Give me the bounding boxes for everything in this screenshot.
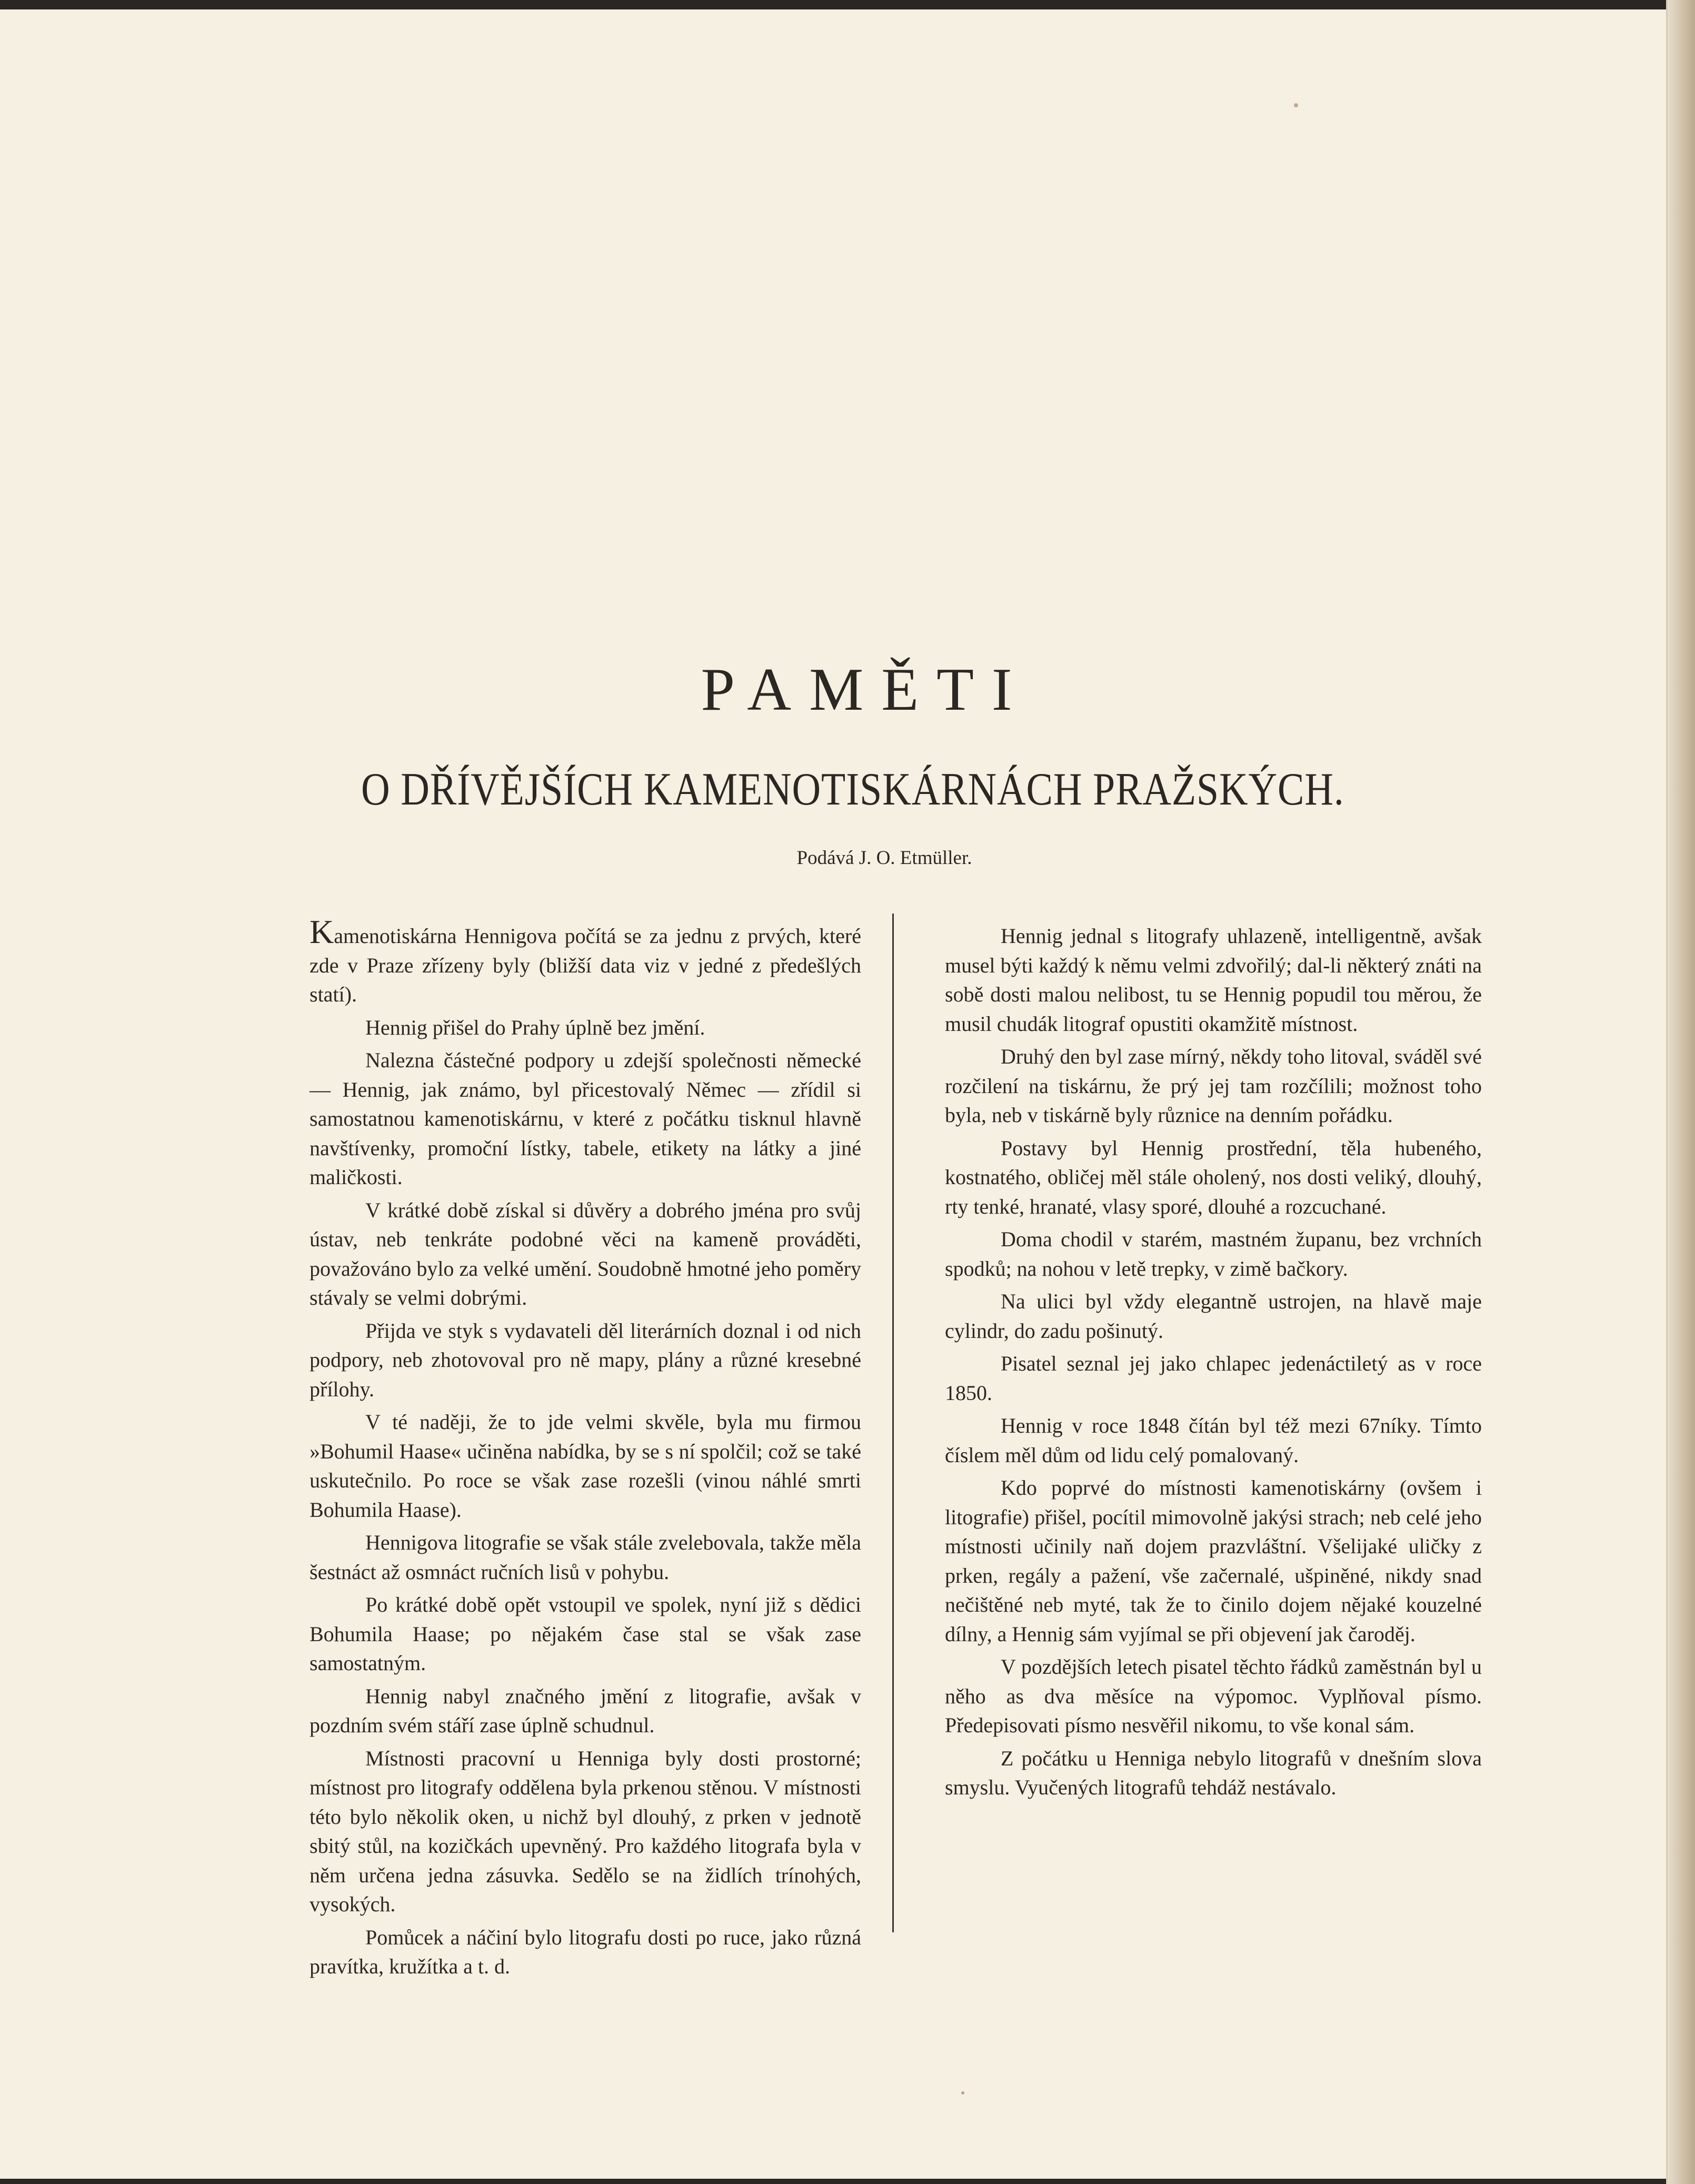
paragraph: Hennig jednal s litografy uhlazeně, intelligentně, avšak musel býti každý k němu velmi zdvořilý; dal-li některý znáti na sobě dosti malou nelibost, tu se Hennig popudil tou měrou, že musil chudák litograf opustiti okamžitě místnost. [945,924,1482,1036]
paragraph: V krátké době získal si důvěry a dobrého jména pro svůj ústav, neb tenkráte podobné věci na kameně prováděti, považováno bylo za velké umění. Soudobně hmotné jeho poměry stávaly se velmi dobrými. [310,1198,861,1309]
paragraph: Z počátku u Henniga nebylo litografů v dnešním slova smyslu. Vyučených litografů tehdáž nestávalo. [945,1746,1482,1799]
paragraph: Na ulici byl vždy elegantně ustrojen, na hlavě maje cylindr, do zadu pošinutý. [945,1289,1482,1343]
paragraph: Hennig přišel do Prahy úplně bez jmění. [365,1015,705,1039]
paragraph: Kdo poprvé do místnosti kamenotiskárny (ovšem i litografie) přišel, pocítil mimovolně jakýsi strach; neb celé jeho místnosti učinily naň dojem prazvláštní. Všelijaké uličky z prken, regály a pažení, vše začernalé, ušpiněné, nikdy snad nečištěné neb myté, tak že to činilo dojem nějaké kouzelné dílny, a Hennig sám vyjímal se při objevení jak čaroděj. [945,1476,1482,1646]
paragraph: Po krátké době opět vstoupil ve spolek, nyní již s dědici Bohumila Haase; po nějakém čase stal se však zase samostatným. [310,1593,861,1675]
paragraph: Nalezna částečné podpory u zdejší společnosti německé — Hennig, jak známo, byl přicestovalý Němec — zřídil si samostatnou kamenotiskárnu, v které z počátku tisknul hlavně navštívenky, promoční lístky, tabele, etikety na látky a jiné maličkosti. [310,1048,861,1189]
paragraph: Pomůcek a náčiní bylo litografu dosti po ruce, jako různá pravítka, kružítka a t. d. [310,1925,861,1978]
paragraph: Doma chodil v starém, mastném županu, bez vrchních spodků; na nohou v letě trepky, v zimě bačkory. [945,1227,1482,1280]
paragraph: Pisatel seznal jej jako chlapec jedenáctiletý as v roce 1850. [945,1352,1482,1405]
paper-speck [961,2091,964,2094]
scan-top-edge [0,0,1695,9]
paragraph: Hennig v roce 1848 čítán byl též mezi 67níky. Tímto číslem měl dům od lidu celý pomalovaný. [945,1414,1482,1467]
article-subtitle: O DŘÍVĚJŠÍCH KAMENOTISKÁRNÁCH PRAŽSKÝCH. [361,764,1344,815]
paper-speck [1294,103,1298,107]
paragraph: Hennig nabyl značného jmění z litografie, avšak v pozdním svém stáří zase úplně schudnul. [310,1684,861,1737]
paragraph-text: amenotiskárna Hennigova počítá se za jednu z prvých, které zde v Praze zřízeny byly (bližší data viz v jedné z předešlých statí). [310,924,861,1006]
drop-cap: K [310,913,334,950]
column-divider [892,914,894,1932]
paragraph: Přijda ve styk s vydavateli děl literárních doznal i od nich podpory, neb zhotovoval pro ně mapy, plány a různé kresebné přílohy. [310,1318,861,1401]
paragraph: V pozdějších letech pisatel těchto řádků zaměstnán byl u něho as dva měsíce na výpomoc. Vyplňoval písmo. Předepisovati písmo nesvěřil nikomu, to vše konal sám. [945,1655,1482,1737]
paragraph: V té naději, že to jde velmi skvěle, byla mu firmou »Bohumil Haase« učiněna nabídka, by se s ní spolčil; což se také uskutečnilo. Po roce se však zase rozešli (vinou náhlé smrti Bohumila Haase). [310,1410,861,1522]
article-title: PAMĚTI [701,656,1030,723]
right-column [945,921,1482,1806]
paragraph: Místnosti pracovní u Henniga byly dosti prostorné; místnost pro litografy oddělena byla prkenou stěnou. V místnosti této bylo několik oken, u nichž byl dlouhý, z prken v jednotě sbitý stůl, na kozičkách upevněný. Pro každého litografa byla v něm určena jedna zásuvka. Sedělo se na židlích trínohých, vysokých. [310,1746,861,1916]
paragraph: Druhý den byl zase mírný, někdy toho litoval, sváděl své rozčilení na tiskárnu, že prý jej tam rozčílili; možnost toho byla, neb v tiskárně byly různice na denním pořádku. [945,1045,1482,1127]
page-gutter-shadow [1668,0,1695,2184]
paragraph: Hennigova litografie se však stále zvelebovala, takže měla šestnáct až osmnáct ručních lisů v pohybu. [310,1531,861,1584]
article-byline: Podává J. O. Etmüller. [796,847,972,869]
scan-bottom-edge [0,2179,1695,2184]
left-column [310,913,861,1985]
paragraph: Postavy byl Hennig prostřední, těla hubeného, kostnatého, obličej měl stále oholený, nos dosti veliký, dlouhý, rty tenké, hranaté, vlasy sporé, dlouhé a rozcuchané. [945,1136,1482,1218]
paragraph [310,913,861,1009]
